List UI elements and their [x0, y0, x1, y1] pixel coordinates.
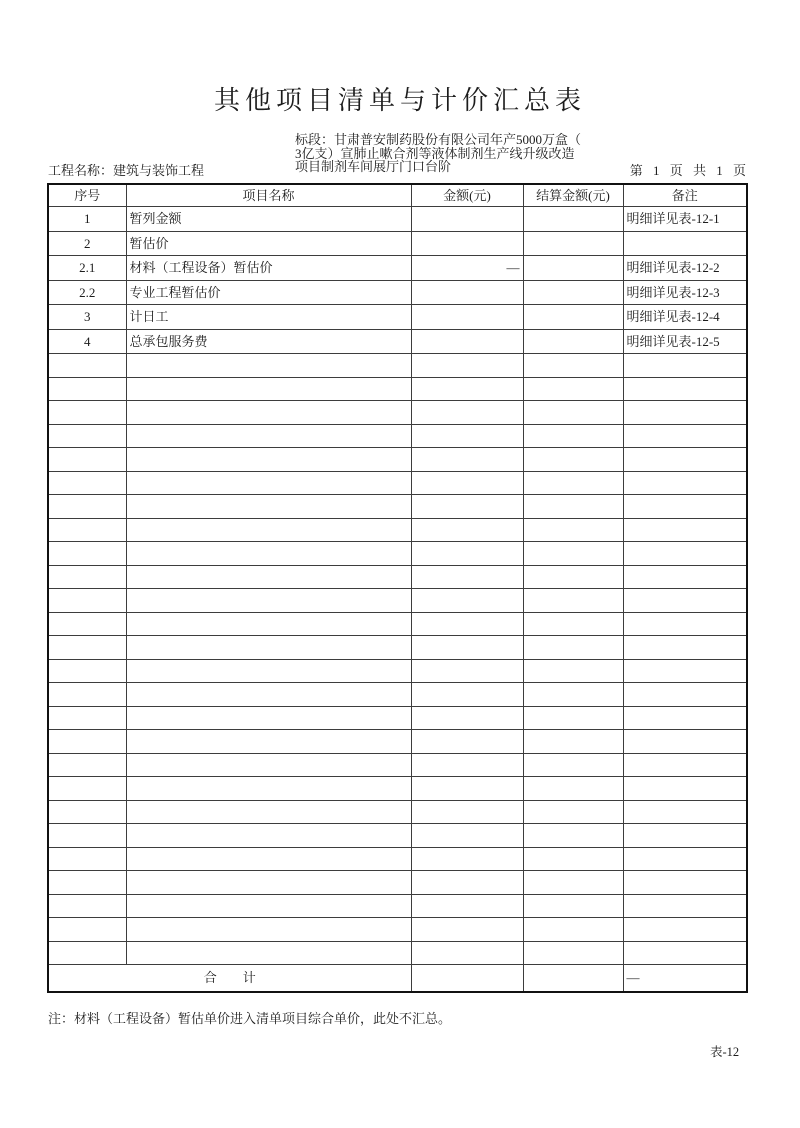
empty-table-row — [48, 730, 747, 754]
cell-remark-empty — [623, 800, 747, 824]
total-row — [48, 965, 747, 993]
cell-remark-empty — [623, 753, 747, 777]
cell-settlement-empty — [523, 659, 623, 683]
column-header: 结算金额(元) — [523, 184, 623, 207]
cell-no-empty — [48, 800, 126, 824]
page-number-indicator: 第 1 页 共 1 页 — [629, 163, 746, 178]
cell-no: 2.2 — [48, 280, 126, 305]
cell-no: 2.1 — [48, 256, 126, 281]
cell-amount-empty — [411, 659, 523, 683]
cell-amount-empty — [411, 448, 523, 472]
cell-settlement-empty — [523, 471, 623, 495]
cell-amount-empty — [411, 612, 523, 636]
cell-remark-empty — [623, 871, 747, 895]
cell-amount-empty — [411, 354, 523, 378]
cell-no: 3 — [48, 305, 126, 330]
cell-name-empty — [126, 871, 411, 895]
cell-amount-empty — [411, 800, 523, 824]
cell-remark: 明细详见表-12-5 — [623, 329, 747, 354]
cell-remark-empty — [623, 589, 747, 613]
cell-amount-empty — [411, 636, 523, 660]
cell-settlement-empty — [523, 894, 623, 918]
cell-amount-empty — [411, 377, 523, 401]
cell-no-empty — [48, 824, 126, 848]
cell-settlement-empty — [523, 518, 623, 542]
cell-no-empty — [48, 847, 126, 871]
cell-amount — [411, 231, 523, 256]
cell-no-empty — [48, 518, 126, 542]
cell-name-empty — [126, 495, 411, 519]
cell-name-empty — [126, 424, 411, 448]
cell-settlement-empty — [523, 542, 623, 566]
cell-remark-empty — [623, 518, 747, 542]
table-number-label: 表-12 — [710, 1045, 740, 1059]
cell-settlement-empty — [523, 777, 623, 801]
cell-no-empty — [48, 941, 126, 965]
cell-no: 1 — [48, 207, 126, 232]
cell-amount — [411, 329, 523, 354]
cell-amount-empty — [411, 683, 523, 707]
cell-no-empty — [48, 401, 126, 425]
cell-settlement-empty — [523, 941, 623, 965]
section-line: 3亿支）宣肺止嗽合剂等液体制剂生产线升级改造 — [295, 145, 575, 161]
cell-name-empty — [126, 683, 411, 707]
cell-name: 专业工程暂估价 — [126, 280, 411, 305]
cell-settlement-empty — [523, 377, 623, 401]
cell-name-empty — [126, 659, 411, 683]
cell-settlement-empty — [523, 871, 623, 895]
cell-remark-empty — [623, 401, 747, 425]
cell-no-empty — [48, 424, 126, 448]
total-label-cell: 合 计 — [48, 965, 411, 993]
cell-amount-empty — [411, 871, 523, 895]
cell-no-empty — [48, 683, 126, 707]
empty-table-row — [48, 894, 747, 918]
cell-settlement-empty — [523, 683, 623, 707]
cell-name-empty — [126, 612, 411, 636]
cell-remark — [623, 231, 747, 256]
empty-table-row — [48, 354, 747, 378]
cell-settlement-empty — [523, 730, 623, 754]
table-row — [48, 305, 747, 330]
cell-settlement — [523, 207, 623, 232]
cell-settlement — [523, 256, 623, 281]
cell-settlement-empty — [523, 800, 623, 824]
cell-name: 计日工 — [126, 305, 411, 330]
table-row — [48, 256, 747, 281]
empty-table-row — [48, 589, 747, 613]
cell-amount-empty — [411, 918, 523, 942]
cell-no-empty — [48, 542, 126, 566]
cell-settlement-empty — [523, 612, 623, 636]
empty-table-row — [48, 636, 747, 660]
total-remark-cell: — — [623, 965, 747, 993]
cell-name-empty — [126, 401, 411, 425]
cell-name-empty — [126, 589, 411, 613]
cell-remark-empty — [623, 424, 747, 448]
page-title: 其他项目清单与计价汇总表 — [213, 86, 586, 115]
cell-amount-empty — [411, 471, 523, 495]
cell-settlement-empty — [523, 706, 623, 730]
table-header-row — [48, 184, 747, 207]
empty-table-row — [48, 659, 747, 683]
empty-table-row — [48, 565, 747, 589]
cell-remark-empty — [623, 495, 747, 519]
total-settlement-cell — [523, 965, 623, 993]
cell-name-empty — [126, 730, 411, 754]
empty-table-row — [48, 706, 747, 730]
empty-table-row — [48, 471, 747, 495]
cell-remark-empty — [623, 636, 747, 660]
empty-table-row — [48, 871, 747, 895]
summary-table — [47, 183, 748, 993]
cell-name-empty — [126, 542, 411, 566]
summary-table-body — [48, 207, 747, 993]
cell-remark: 明细详见表-12-2 — [623, 256, 747, 281]
cell-remark-empty — [623, 706, 747, 730]
cell-no-empty — [48, 871, 126, 895]
cell-no-empty — [48, 659, 126, 683]
cell-amount-empty — [411, 424, 523, 448]
cell-remark-empty — [623, 354, 747, 378]
empty-table-row — [48, 424, 747, 448]
cell-no-empty — [48, 377, 126, 401]
cell-amount-empty — [411, 941, 523, 965]
cell-settlement-empty — [523, 918, 623, 942]
table-row — [48, 207, 747, 232]
cell-settlement-empty — [523, 847, 623, 871]
cell-amount-empty — [411, 589, 523, 613]
cell-no-empty — [48, 354, 126, 378]
cell-no-empty — [48, 448, 126, 472]
project-name-label: 工程名称：建筑与装饰工程 — [48, 163, 205, 178]
empty-table-row — [48, 401, 747, 425]
cell-name-empty — [126, 894, 411, 918]
cell-name-empty — [126, 565, 411, 589]
cell-remark-empty — [623, 918, 747, 942]
cell-amount-empty — [411, 730, 523, 754]
empty-table-row — [48, 777, 747, 801]
cell-settlement-empty — [523, 495, 623, 519]
cell-settlement-empty — [523, 401, 623, 425]
cell-name-empty — [126, 706, 411, 730]
column-header: 金额(元) — [411, 184, 523, 207]
cell-no-empty — [48, 730, 126, 754]
cell-name-empty — [126, 800, 411, 824]
cell-settlement-empty — [523, 448, 623, 472]
empty-table-row — [48, 495, 747, 519]
footnote: 注：材料（工程设备）暂估单价进入清单项目综合单价，此处不汇总。 — [48, 1011, 452, 1026]
cell-settlement-empty — [523, 753, 623, 777]
table-row — [48, 329, 747, 354]
cell-name-empty — [126, 941, 411, 965]
cell-remark-empty — [623, 941, 747, 965]
cell-name: 暂列金额 — [126, 207, 411, 232]
cell-remark: 明细详见表-12-1 — [623, 207, 747, 232]
empty-table-row — [48, 612, 747, 636]
cell-settlement — [523, 280, 623, 305]
cell-amount-empty — [411, 518, 523, 542]
empty-table-row — [48, 377, 747, 401]
cell-remark: 明细详见表-12-4 — [623, 305, 747, 330]
cell-name-empty — [126, 847, 411, 871]
cell-amount — [411, 280, 523, 305]
empty-table-row — [48, 941, 747, 965]
cell-amount-empty — [411, 777, 523, 801]
cell-amount — [411, 305, 523, 330]
cell-no-empty — [48, 589, 126, 613]
empty-table-row — [48, 518, 747, 542]
cell-name-empty — [126, 377, 411, 401]
cell-settlement — [523, 305, 623, 330]
cell-amount-empty — [411, 565, 523, 589]
cell-remark-empty — [623, 730, 747, 754]
empty-table-row — [48, 918, 747, 942]
empty-table-row — [48, 683, 747, 707]
cell-amount-empty — [411, 542, 523, 566]
cell-remark-empty — [623, 377, 747, 401]
cell-no: 2 — [48, 231, 126, 256]
cell-remark-empty — [623, 824, 747, 848]
cell-name-empty — [126, 918, 411, 942]
cell-name-empty — [126, 753, 411, 777]
cell-settlement-empty — [523, 636, 623, 660]
empty-table-row — [48, 800, 747, 824]
cell-no-empty — [48, 471, 126, 495]
cell-no-empty — [48, 777, 126, 801]
cell-amount: — — [411, 256, 523, 281]
cell-settlement-empty — [523, 354, 623, 378]
cell-remark-empty — [623, 565, 747, 589]
cell-amount-empty — [411, 894, 523, 918]
cell-remark: 明细详见表-12-3 — [623, 280, 747, 305]
table-row — [48, 231, 747, 256]
cell-name: 材料（工程设备）暂估价 — [126, 256, 411, 281]
cell-amount — [411, 207, 523, 232]
cell-settlement-empty — [523, 824, 623, 848]
cell-no: 4 — [48, 329, 126, 354]
cell-no-empty — [48, 636, 126, 660]
cell-amount-empty — [411, 753, 523, 777]
empty-table-row — [48, 542, 747, 566]
section-description — [295, 133, 615, 174]
cell-name: 总承包服务费 — [126, 329, 411, 354]
cell-remark-empty — [623, 448, 747, 472]
empty-table-row — [48, 448, 747, 472]
cell-name-empty — [126, 448, 411, 472]
cell-remark-empty — [623, 612, 747, 636]
cell-settlement — [523, 231, 623, 256]
column-header: 序号 — [48, 184, 126, 207]
cell-no-empty — [48, 894, 126, 918]
cell-settlement-empty — [523, 589, 623, 613]
cell-remark-empty — [623, 542, 747, 566]
cell-settlement-empty — [523, 424, 623, 448]
cell-no-empty — [48, 495, 126, 519]
section-line: 项目制剂车间展厅门口台阶 — [295, 159, 452, 174]
cell-name-empty — [126, 636, 411, 660]
column-header: 项目名称 — [126, 184, 411, 207]
cell-no-empty — [48, 565, 126, 589]
total-amount-cell — [411, 965, 523, 993]
cell-settlement — [523, 329, 623, 354]
cell-no-empty — [48, 918, 126, 942]
cell-amount-empty — [411, 824, 523, 848]
cell-amount-empty — [411, 401, 523, 425]
cell-remark-empty — [623, 777, 747, 801]
cell-remark-empty — [623, 847, 747, 871]
empty-table-row — [48, 824, 747, 848]
cell-remark-empty — [623, 471, 747, 495]
column-header: 备注 — [623, 184, 747, 207]
cell-name-empty — [126, 354, 411, 378]
cell-remark-empty — [623, 659, 747, 683]
cell-amount-empty — [411, 495, 523, 519]
cell-name-empty — [126, 777, 411, 801]
cell-no-empty — [48, 706, 126, 730]
cell-name-empty — [126, 471, 411, 495]
table-row — [48, 280, 747, 305]
cell-name: 暂估价 — [126, 231, 411, 256]
cell-settlement-empty — [523, 565, 623, 589]
empty-table-row — [48, 847, 747, 871]
cell-remark-empty — [623, 683, 747, 707]
cell-no-empty — [48, 753, 126, 777]
cell-name-empty — [126, 824, 411, 848]
empty-table-row — [48, 753, 747, 777]
cell-no-empty — [48, 612, 126, 636]
cell-amount-empty — [411, 847, 523, 871]
cell-remark-empty — [623, 894, 747, 918]
cell-name-empty — [126, 518, 411, 542]
section-line: 标段：甘肃普安制药股份有限公司年产5000万盒（ — [295, 132, 582, 147]
cell-amount-empty — [411, 706, 523, 730]
